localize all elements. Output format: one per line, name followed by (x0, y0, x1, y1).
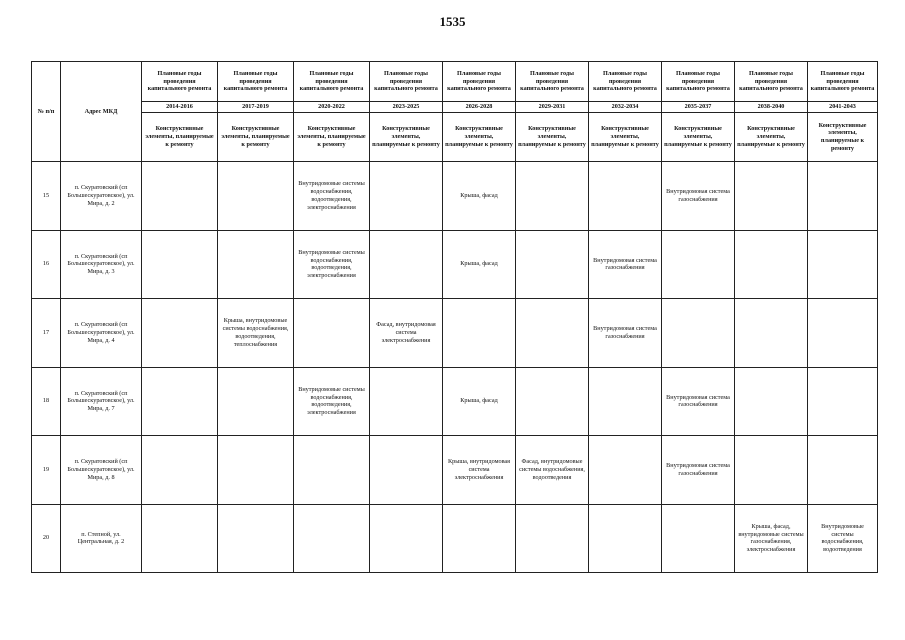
table-row (32, 162, 878, 231)
period-title: Плановые годы проведения капитального ремонта (516, 62, 589, 102)
period-years: 2035-2037 (662, 102, 735, 113)
repair-elements-cell (142, 436, 218, 505)
repair-elements-cell (218, 230, 294, 299)
repair-elements-cell: Внутридомовые системы водоснабжения, водоотведения, электроснабжения (294, 367, 370, 436)
capital-repair-schedule-table (31, 61, 878, 573)
repair-elements-cell (589, 367, 662, 436)
period-subtitle: Конструктивные элементы, планируемые к ремонту (589, 113, 662, 162)
repair-elements-cell (808, 162, 878, 231)
repair-elements-cell (735, 162, 808, 231)
repair-elements-cell (662, 230, 735, 299)
repair-elements-cell: Крыша, фасад (443, 367, 516, 436)
repair-elements-cell (370, 162, 443, 231)
repair-elements-cell: Внутридомовые системы водоснабжения, водоотведения, электроснабжения (294, 230, 370, 299)
table-row (32, 299, 878, 368)
repair-elements-cell (662, 504, 735, 573)
repair-elements-cell (808, 299, 878, 368)
repair-elements-cell: Внутридомовая система газоснабжения (662, 367, 735, 436)
repair-elements-cell (142, 230, 218, 299)
period-title: Плановые годы проведения капитального ремонта (443, 62, 516, 102)
period-subtitle: Конструктивные элементы, планируемые к ремонту (142, 113, 218, 162)
repair-elements-cell: Крыша, фасад, внутридомовые системы газоснабжения, электроснабжения (735, 504, 808, 573)
repair-elements-cell: Крыша, внутридомовая система электроснабжения (443, 436, 516, 505)
repair-elements-cell (589, 504, 662, 573)
repair-elements-cell: Внутридомовые системы водоснабжения, водоотведения, электроснабжения (294, 162, 370, 231)
header-subtitle-row (32, 113, 878, 162)
period-title: Плановые годы проведения капитального ремонта (142, 62, 218, 102)
repair-elements-cell (370, 230, 443, 299)
period-subtitle: Конструктивные элементы, планируемые к ремонту (516, 113, 589, 162)
repair-elements-cell: Фасад, внутридомовые системы водоснабжения, водоотведения (516, 436, 589, 505)
period-subtitle: Конструктивные элементы, планируемые к ремонту (735, 113, 808, 162)
period-subtitle: Конструктивные элементы, планируемые к ремонту (662, 113, 735, 162)
row-number: 20 (32, 504, 61, 573)
table-row (32, 436, 878, 505)
repair-elements-cell (516, 367, 589, 436)
repair-elements-cell (735, 299, 808, 368)
period-years: 2041-2043 (808, 102, 878, 113)
period-subtitle: Конструктивные элементы, планируемые к ремонту (370, 113, 443, 162)
header-title-row (32, 62, 878, 102)
repair-elements-cell (294, 504, 370, 573)
period-title: Плановые годы проведения капитального ремонта (370, 62, 443, 102)
repair-elements-cell: Внутридомовые системы водоснабжения, водоотведения (808, 504, 878, 573)
repair-elements-cell (142, 367, 218, 436)
repair-elements-cell (218, 162, 294, 231)
period-title: Плановые годы проведения капитального ремонта (294, 62, 370, 102)
repair-elements-cell (218, 367, 294, 436)
repair-elements-cell (735, 436, 808, 505)
repair-elements-cell: Крыша, фасад (443, 162, 516, 231)
repair-elements-cell (808, 367, 878, 436)
period-subtitle: Конструктивные элементы, планируемые к ремонту (294, 113, 370, 162)
table-row (32, 230, 878, 299)
building-address: п. Скуратовский (сп Большескуратовское), ул. Мира, д. 8 (61, 436, 142, 505)
period-subtitle: Конструктивные элементы, планируемые к ремонту (808, 113, 878, 162)
period-title: Плановые годы проведения капитального ремонта (735, 62, 808, 102)
period-years: 2023-2025 (370, 102, 443, 113)
row-number-header: № п/п (32, 62, 61, 162)
address-header: Адрес МКД (61, 62, 142, 162)
period-subtitle: Конструктивные элементы, планируемые к ремонту (218, 113, 294, 162)
row-number: 15 (32, 162, 61, 231)
period-title: Плановые годы проведения капитального ремонта (589, 62, 662, 102)
repair-elements-cell (735, 230, 808, 299)
repair-elements-cell (370, 504, 443, 573)
building-address: п. Степной, ул. Центральная, д. 2 (61, 504, 142, 573)
period-years: 2029-2031 (516, 102, 589, 113)
repair-elements-cell: Крыша, фасад (443, 230, 516, 299)
repair-elements-cell (808, 230, 878, 299)
table-row (32, 367, 878, 436)
header-years-row (32, 102, 878, 113)
repair-elements-cell: Внутридомовая система газоснабжения (662, 162, 735, 231)
repair-elements-cell: Внутридомовая система газоснабжения (589, 230, 662, 299)
repair-elements-cell (808, 436, 878, 505)
building-address: п. Скуратовский (сп Большескуратовское), ул. Мира, д. 7 (61, 367, 142, 436)
repair-elements-cell (516, 162, 589, 231)
repair-elements-cell (589, 162, 662, 231)
table-body (32, 162, 878, 573)
repair-elements-cell: Внутридомовая система газоснабжения (589, 299, 662, 368)
repair-elements-cell (516, 230, 589, 299)
period-title: Плановые годы проведения капитального ремонта (218, 62, 294, 102)
period-title: Плановые годы проведения капитального ремонта (808, 62, 878, 102)
row-number: 16 (32, 230, 61, 299)
repair-elements-cell (662, 299, 735, 368)
period-years: 2014-2016 (142, 102, 218, 113)
repair-elements-cell (218, 504, 294, 573)
repair-elements-cell (370, 367, 443, 436)
table-row (32, 504, 878, 573)
repair-elements-cell: Внутридомовая система газоснабжения (662, 436, 735, 505)
repair-elements-cell (142, 299, 218, 368)
repair-elements-cell (443, 504, 516, 573)
period-years: 2020-2022 (294, 102, 370, 113)
repair-elements-cell (142, 162, 218, 231)
period-years: 2017-2019 (218, 102, 294, 113)
row-number: 17 (32, 299, 61, 368)
repair-elements-cell (516, 504, 589, 573)
row-number: 19 (32, 436, 61, 505)
building-address: п. Скуратовский (сп Большескуратовское), ул. Мира, д. 2 (61, 162, 142, 231)
repair-elements-cell: Фасад, внутридомовая система электроснабжения (370, 299, 443, 368)
period-subtitle: Конструктивные элементы, планируемые к ремонту (443, 113, 516, 162)
repair-elements-cell (142, 504, 218, 573)
repair-elements-cell (589, 436, 662, 505)
page-number: 1535 (439, 14, 466, 29)
repair-elements-cell: Крыша, внутридомовые системы водоснабжения, водоотведения, теплоснабжения (218, 299, 294, 368)
repair-elements-cell (294, 436, 370, 505)
repair-elements-cell (443, 299, 516, 368)
period-years: 2026-2028 (443, 102, 516, 113)
repair-elements-cell (370, 436, 443, 505)
building-address: п. Скуратовский (сп Большескуратовское), ул. Мира, д. 3 (61, 230, 142, 299)
period-title: Плановые годы проведения капитального ремонта (662, 62, 735, 102)
row-number: 18 (32, 367, 61, 436)
building-address: п. Скуратовский (сп Большескуратовское), ул. Мира, д. 4 (61, 299, 142, 368)
repair-elements-cell (218, 436, 294, 505)
period-years: 2032-2034 (589, 102, 662, 113)
repair-elements-cell (294, 299, 370, 368)
repair-elements-cell (516, 299, 589, 368)
repair-elements-cell (735, 367, 808, 436)
period-years: 2038-2040 (735, 102, 808, 113)
